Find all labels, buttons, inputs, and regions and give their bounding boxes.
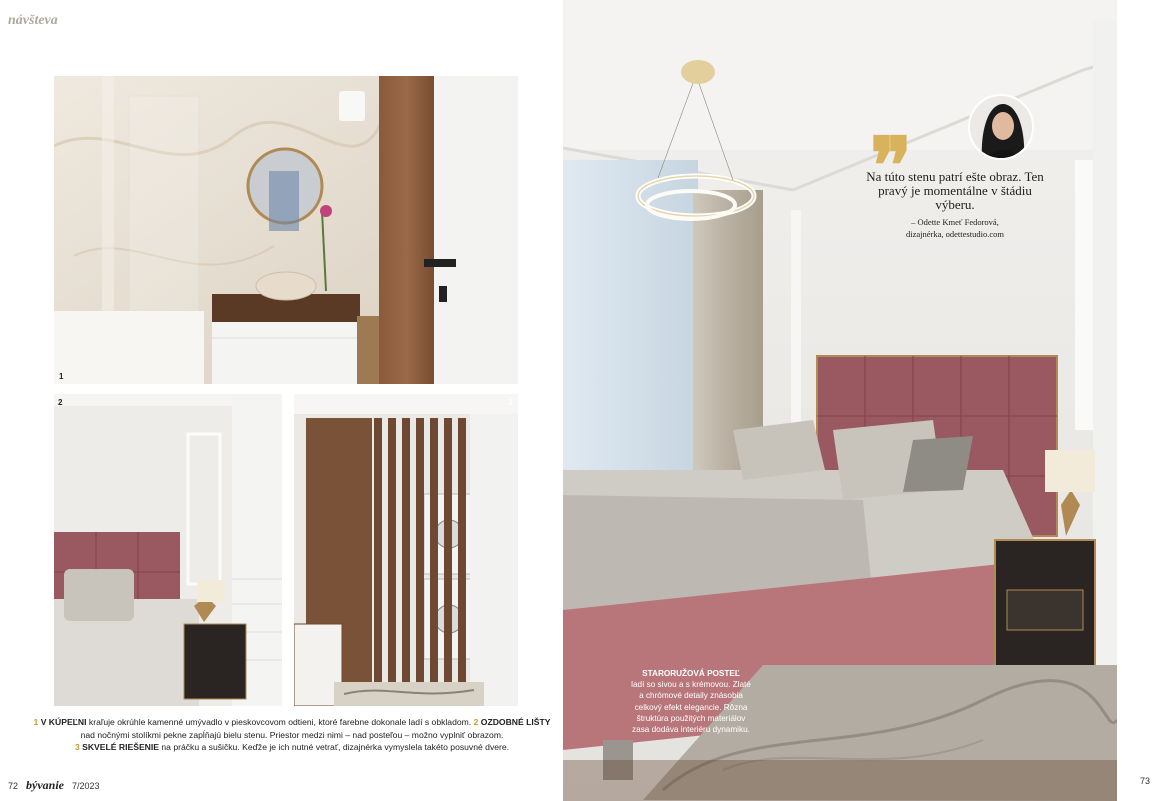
caption-num-3: 3 <box>74 742 80 752</box>
section-label: návšteva <box>8 13 58 28</box>
quote-author-name: – Odette Kmeť Fedorová, <box>911 217 999 227</box>
quote-text: Na túto stenu patrí ešte obraz. Ten pravý je momentálne v štádiu výberu. <box>866 169 1044 212</box>
caption-num-2: 2 <box>473 717 479 727</box>
photo-number-3: 3 <box>508 398 513 407</box>
caption-text-1: kraľuje okrúhle kamenné umývadlo v pieskovcovom odtieni, ktoré farebne dokonale ladí s obkladom. <box>86 717 474 727</box>
page-number-left: 72 <box>8 780 19 791</box>
photo-caption <box>32 716 552 754</box>
photo-number-2: 2 <box>58 398 63 407</box>
caption-text-3: na práčku a sušičku. Keďže je ich nutné vetrať, dizajnérka vymyslela takéto posuvné dvere. <box>159 742 510 752</box>
pull-quote <box>860 140 1050 240</box>
bedroom-corner-illustration <box>54 394 282 706</box>
quote-author <box>860 216 1050 240</box>
photo-number-1: 1 <box>59 372 64 381</box>
bathroom-illustration <box>54 76 518 384</box>
bedroom-caption-head: STARORUŽOVÁ POSTEĽ <box>642 669 740 678</box>
bedroom-caption-text: ladí so sivou a s krémovou. Zlaté a chrómové detaily znásobia celkový efekt elegancie. Rôzna štruktúra použitých materiálov zasa dodáva interiéru dynamiku. <box>631 680 751 735</box>
issue-number: 7/2023 <box>72 780 100 791</box>
caption-num-1: 1 <box>33 717 39 727</box>
sliding-door-illustration <box>294 394 518 706</box>
photo-sliding-door <box>294 394 518 706</box>
quote-author-role: dizajnérka, odettestudio.com <box>906 229 1004 239</box>
caption-head-2: OZDOBNÉ LIŠTY <box>480 717 551 727</box>
page-number-right: 73 <box>1140 776 1151 786</box>
quote-mark: ❞ <box>870 123 912 210</box>
bedroom-caption <box>628 668 754 735</box>
photo-bathroom <box>54 76 518 384</box>
caption-text-2: nad nočnými stolíkmi pekne zapĺňajú bielu stenu. Priestor medzi nimi – nad posteľou – možno vyplniť obrazom. <box>80 729 504 740</box>
caption-head-3: SKVELÉ RIEŠENIE <box>82 742 159 752</box>
caption-head-1: V KÚPEĽNI <box>40 717 87 727</box>
magazine-logo: bývanie <box>26 778 65 792</box>
photo-bedroom-corner <box>54 394 282 706</box>
footer-left <box>8 778 100 793</box>
